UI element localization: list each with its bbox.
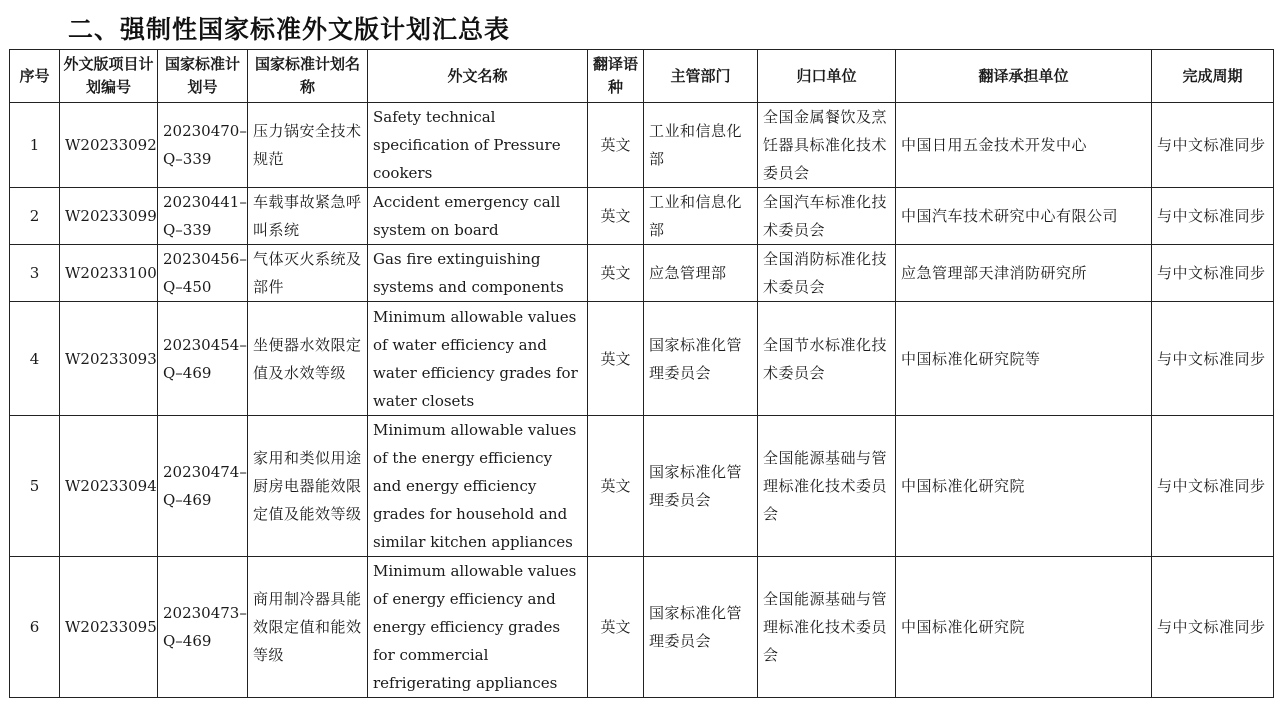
table-row	[10, 416, 1274, 557]
cell-authority: 国家标准化管理委员会	[644, 557, 758, 698]
header-owner: 归口单位	[758, 50, 896, 103]
table-row	[10, 188, 1274, 245]
cell-cn-name: 商用制冷器具能效限定值和能效等级	[248, 557, 368, 698]
cell-authority: 工业和信息化部	[644, 103, 758, 188]
cell-seq: 4	[10, 302, 60, 416]
cell-cn-name: 坐便器水效限定值及水效等级	[248, 302, 368, 416]
table-row	[10, 557, 1274, 698]
plan-table	[9, 49, 1274, 698]
cell-plan-no: 20230456–Q–450	[158, 245, 248, 302]
cell-language: 英文	[588, 557, 644, 698]
cell-cn-name: 车载事故紧急呼叫系统	[248, 188, 368, 245]
cell-seq: 6	[10, 557, 60, 698]
cell-language: 英文	[588, 302, 644, 416]
cell-plan-no: 20230474–Q–469	[158, 416, 248, 557]
header-seq: 序号	[10, 50, 60, 103]
cell-translator: 应急管理部天津消防研究所	[896, 245, 1152, 302]
cell-authority: 应急管理部	[644, 245, 758, 302]
cell-language: 英文	[588, 245, 644, 302]
cell-cn-name: 家用和类似用途厨房电器能效限定值及能效等级	[248, 416, 368, 557]
cell-en-name: Minimum allowable values of water efficiency and water efficiency grades for water closets	[368, 302, 588, 416]
cell-authority: 国家标准化管理委员会	[644, 302, 758, 416]
cell-seq: 2	[10, 188, 60, 245]
cell-project-no: W20233095	[60, 557, 158, 698]
cell-project-no: W20233099	[60, 188, 158, 245]
cell-project-no: W20233094	[60, 416, 158, 557]
cell-authority: 国家标准化管理委员会	[644, 416, 758, 557]
header-authority: 主管部门	[644, 50, 758, 103]
header-translator: 翻译承担单位	[896, 50, 1152, 103]
cell-project-no: W20233100	[60, 245, 158, 302]
cell-period: 与中文标准同步	[1152, 302, 1274, 416]
cell-owner: 全国能源基础与管理标准化技术委员会	[758, 416, 896, 557]
cell-authority: 工业和信息化部	[644, 188, 758, 245]
cell-language: 英文	[588, 103, 644, 188]
cell-owner: 全国能源基础与管理标准化技术委员会	[758, 557, 896, 698]
cell-project-no: W20233092	[60, 103, 158, 188]
table-row	[10, 103, 1274, 188]
header-period: 完成周期	[1152, 50, 1274, 103]
header-cn-name: 国家标准计划名称	[248, 50, 368, 103]
cell-owner: 全国消防标准化技术委员会	[758, 245, 896, 302]
cell-cn-name: 气体灭火系统及部件	[248, 245, 368, 302]
cell-plan-no: 20230454–Q–469	[158, 302, 248, 416]
header-language: 翻译语种	[588, 50, 644, 103]
cell-translator: 中国日用五金技术开发中心	[896, 103, 1152, 188]
cell-period: 与中文标准同步	[1152, 188, 1274, 245]
cell-plan-no: 20230473–Q–469	[158, 557, 248, 698]
cell-translator: 中国标准化研究院	[896, 416, 1152, 557]
header-en-name: 外文名称	[368, 50, 588, 103]
page-title: 二、强制性国家标准外文版计划汇总表	[68, 15, 511, 44]
cell-en-name: Gas fire extinguishing systems and components	[368, 245, 588, 302]
cell-seq: 1	[10, 103, 60, 188]
cell-owner: 全国汽车标准化技术委员会	[758, 188, 896, 245]
cell-translator: 中国标准化研究院	[896, 557, 1152, 698]
cell-plan-no: 20230470–Q–339	[158, 103, 248, 188]
cell-en-name: Safety technical specification of Pressure cookers	[368, 103, 588, 188]
header-plan-no: 国家标准计划号	[158, 50, 248, 103]
cell-cn-name: 压力锅安全技术规范	[248, 103, 368, 188]
cell-en-name: Accident emergency call system on board	[368, 188, 588, 245]
cell-owner: 全国节水标准化技术委员会	[758, 302, 896, 416]
cell-seq: 3	[10, 245, 60, 302]
cell-en-name: Minimum allowable values of the energy efficiency and energy efficiency grades for household and similar kitchen appliances	[368, 416, 588, 557]
cell-en-name: Minimum allowable values of energy efficiency and energy efficiency grades for commercial refrigerating appliances	[368, 557, 588, 698]
cell-translator: 中国汽车技术研究中心有限公司	[896, 188, 1152, 245]
cell-period: 与中文标准同步	[1152, 103, 1274, 188]
cell-period: 与中文标准同步	[1152, 416, 1274, 557]
cell-translator: 中国标准化研究院等	[896, 302, 1152, 416]
header-project-no: 外文版项目计划编号	[60, 50, 158, 103]
cell-language: 英文	[588, 416, 644, 557]
cell-seq: 5	[10, 416, 60, 557]
cell-period: 与中文标准同步	[1152, 557, 1274, 698]
cell-language: 英文	[588, 188, 644, 245]
cell-period: 与中文标准同步	[1152, 245, 1274, 302]
cell-plan-no: 20230441–Q–339	[158, 188, 248, 245]
cell-owner: 全国金属餐饮及烹饪器具标准化技术委员会	[758, 103, 896, 188]
header-row	[10, 50, 1274, 103]
cell-project-no: W20233093	[60, 302, 158, 416]
table-row	[10, 245, 1274, 302]
table-row	[10, 302, 1274, 416]
